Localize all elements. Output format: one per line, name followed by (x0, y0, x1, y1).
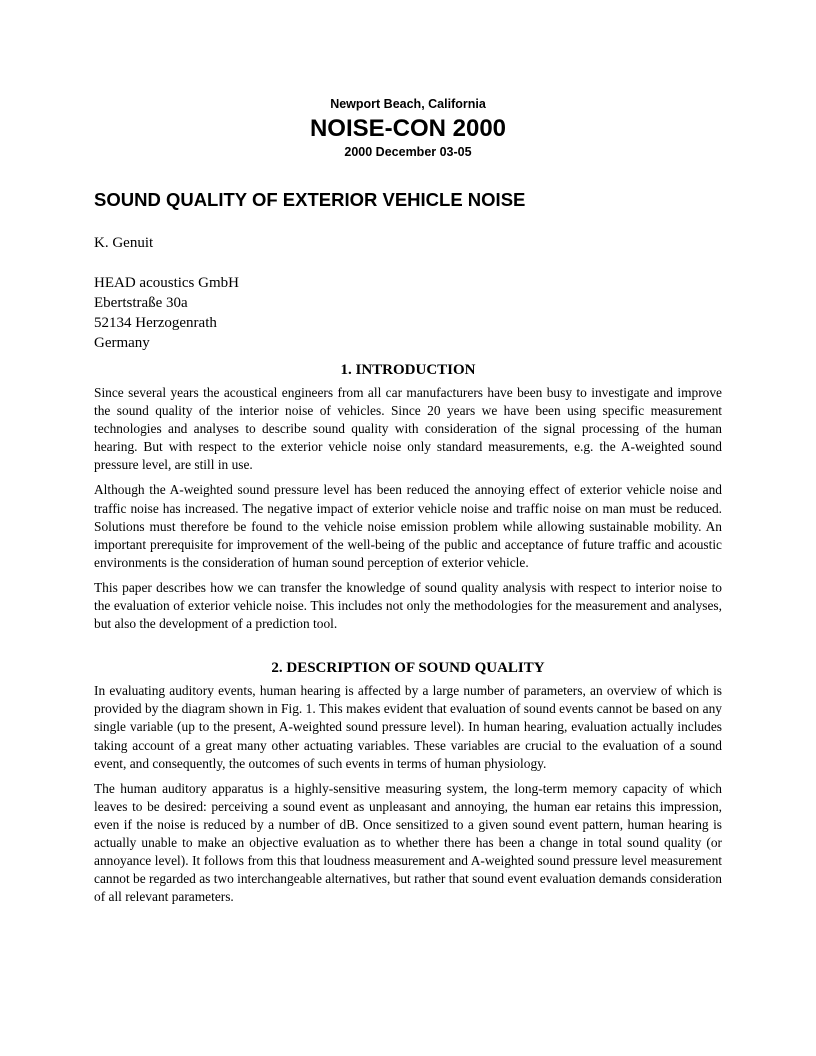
paper-title: SOUND QUALITY OF EXTERIOR VEHICLE NOISE (94, 189, 526, 210)
paragraph: The human auditory apparatus is a highly-sensitive measuring system, the long-term memory capacity of which leaves to be desired: perceiving a sound event as unpleasant and annoying, the human ear retains this impression, even if the noise is reduced by a number of dB. Once sensitized to a given sound event pattern, human hearing is actually unable to make an objective evaluation as to whether there has been a change in total sound quality (or annoyance level). It follows from this that loudness measurement and A-weighted sound pressure level measurement cannot be regarded as two interchangeable alternatives, but rather that sound event evaluation demands consideration of all relevant parameters. (94, 780, 723, 905)
paragraph: In evaluating auditory events, human hearing is affected by a large number of parameters, an overview of which is provided by the diagram shown in Fig. 1. This makes evident that evaluation of sound events cannot be based on any single variable (up to the present, A-weighted sound pressure level). In human hearing, evaluation actually includes taking account of a great many other actuating variables. These variables are crucial to the evaluation of a sound event, and consequently, the outcomes of such events in terms of human physiology. (94, 683, 722, 771)
affiliation-country: Germany (94, 335, 150, 351)
author-name: K. Genuit (94, 235, 154, 251)
section-heading-sound-quality: 2. DESCRIPTION OF SOUND QUALITY (271, 660, 545, 677)
affiliation-city: 52134 Herzogenrath (94, 315, 217, 331)
section-heading-introduction: 1. INTRODUCTION (340, 362, 476, 378)
conference-location: Newport Beach, California (330, 97, 486, 111)
paragraph: Although the A-weighted sound pressure level has been reduced the annoying effect of exterior vehicle noise and traffic noise has increased. The negative impact of exterior vehicle noise and traffic noise on man must be reduced. Solutions must therefore be found to the vehicle noise emission problem while allowing sustainable mobility. An important prerequisite for improvement of the well-being of the public and acceptance of future traffic and acoustic environments is the consideration of human sound perception of exterior vehicle. (94, 482, 722, 570)
conference-dates: 2000 December 03-05 (344, 145, 472, 159)
paper-page (94, 96, 722, 906)
author-block (94, 233, 722, 353)
affiliation-organization: HEAD acoustics GmbH (94, 275, 239, 291)
author-affiliation (94, 273, 722, 353)
conference-name: NOISE-CON 2000 (309, 115, 507, 142)
conference-header (94, 96, 722, 160)
affiliation-street: Ebertstraße 30a (94, 295, 188, 311)
paragraph: This paper describes how we can transfer the knowledge of sound quality analysis with respect to interior noise to the evaluation of exterior vehicle noise. This includes not only the methodologies for the measurement and analyses, but also the development of a prediction tool. (94, 579, 722, 632)
paragraph: Since several years the acoustical engineers from all car manufacturers have been busy to investigate and improve the sound quality of the interior noise of vehicles. Since 20 years we have been using specific measurement technologies and analyses to describe sound quality with consideration of the signal processing of the human hearing. But with respect to the exterior vehicle noise only standard measurements, e.g. the A-weighted sound pressure level, are still in use. (94, 385, 722, 473)
